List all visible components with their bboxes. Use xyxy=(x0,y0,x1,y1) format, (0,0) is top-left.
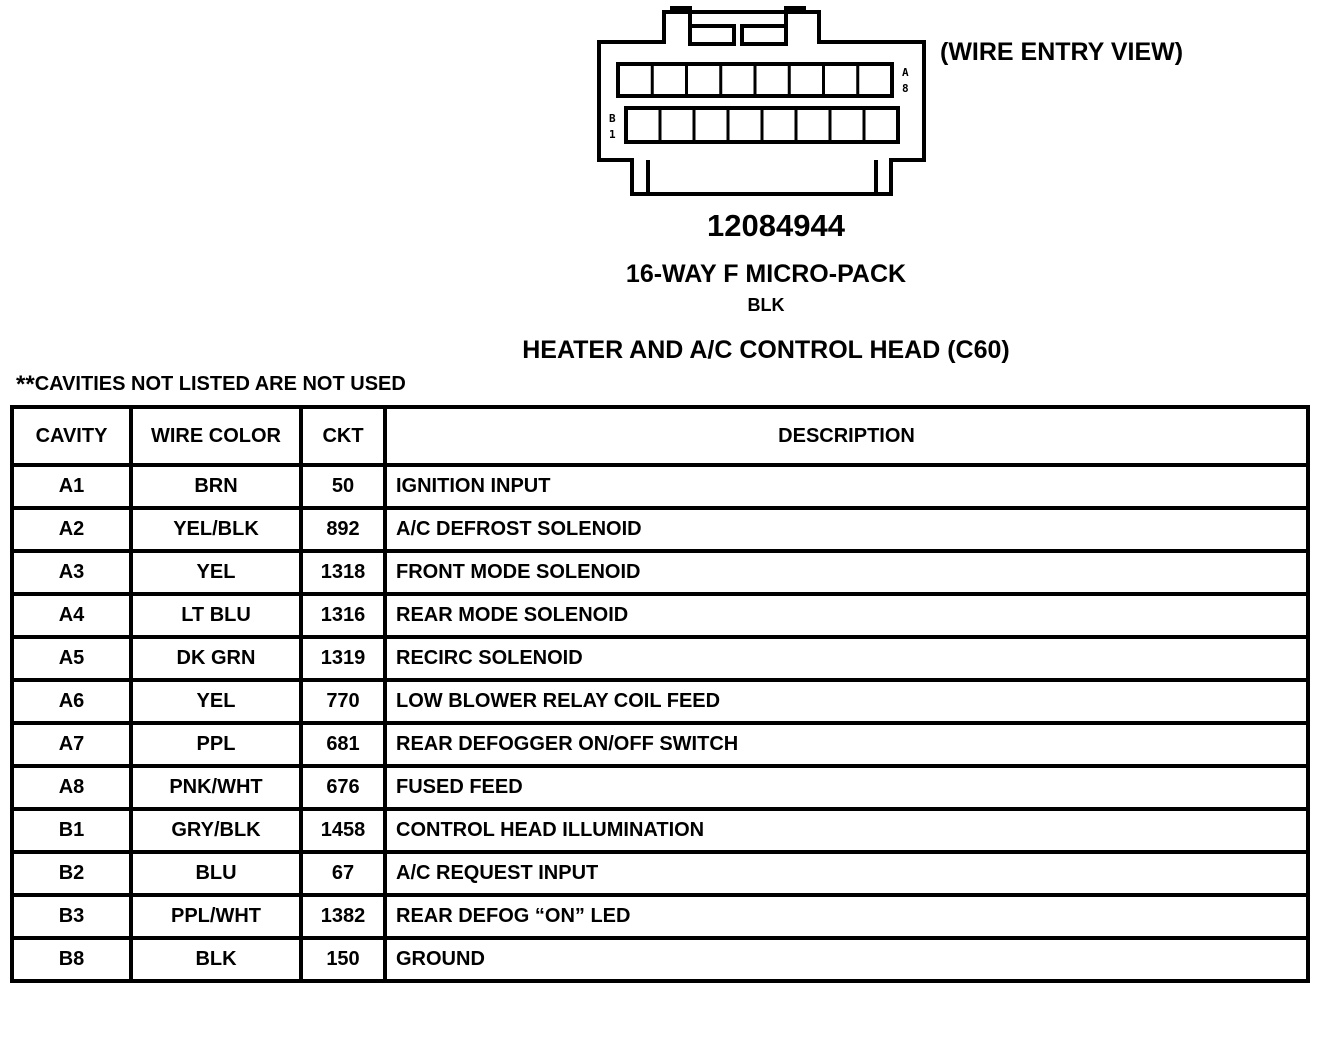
table-row xyxy=(12,637,1308,680)
cell-cavity: A1 xyxy=(12,465,131,508)
connector-face-drawing xyxy=(596,6,928,198)
cell-ckt: 1316 xyxy=(301,594,385,637)
table-row xyxy=(12,723,1308,766)
cell-cavity: A8 xyxy=(12,766,131,809)
table-row xyxy=(12,680,1308,723)
cell-description: FUSED FEED xyxy=(385,766,1308,809)
table-row xyxy=(12,465,1308,508)
cell-cavity: A2 xyxy=(12,508,131,551)
table-row xyxy=(12,594,1308,637)
cell-wire-color: BLU xyxy=(131,852,301,895)
cell-ckt: 50 xyxy=(301,465,385,508)
cell-cavity: B3 xyxy=(12,895,131,938)
cell-description: RECIRC SOLENOID xyxy=(385,637,1308,680)
cell-description: IGNITION INPUT xyxy=(385,465,1308,508)
cell-cavity: A7 xyxy=(12,723,131,766)
connector-type: 16-WAY F MICRO-PACK xyxy=(625,260,907,288)
row-b-start-label: B xyxy=(609,112,616,125)
cell-ckt: 892 xyxy=(301,508,385,551)
table-row xyxy=(12,852,1308,895)
cell-wire-color: PPL/WHT xyxy=(131,895,301,938)
cell-description: REAR DEFOGGER ON/OFF SWITCH xyxy=(385,723,1308,766)
cell-wire-color: PPL xyxy=(131,723,301,766)
connector-inner-lines xyxy=(648,160,876,192)
cell-description: A/C REQUEST INPUT xyxy=(385,852,1308,895)
connector-name: HEATER AND A/C CONTROL HEAD (C60) xyxy=(522,336,1010,364)
table-row xyxy=(12,766,1308,809)
cell-ckt: 1319 xyxy=(301,637,385,680)
cell-ckt: 770 xyxy=(301,680,385,723)
table-row xyxy=(12,895,1308,938)
cell-wire-color: YEL/BLK xyxy=(131,508,301,551)
header-cavity: CAVITY xyxy=(12,407,131,465)
cell-cavity: A6 xyxy=(12,680,131,723)
table-header-row xyxy=(12,407,1308,465)
header-wire-color: WIRE COLOR xyxy=(131,407,301,465)
cell-cavity: A3 xyxy=(12,551,131,594)
table-row xyxy=(12,508,1308,551)
cell-wire-color: GRY/BLK xyxy=(131,809,301,852)
cell-ckt: 67 xyxy=(301,852,385,895)
cell-wire-color: BLK xyxy=(131,938,301,981)
row-b-end-label: 1 xyxy=(609,128,616,141)
cell-description: LOW BLOWER RELAY COIL FEED xyxy=(385,680,1308,723)
row-a-end-label: 8 xyxy=(902,82,909,95)
cell-wire-color: BRN xyxy=(131,465,301,508)
cell-wire-color: PNK/WHT xyxy=(131,766,301,809)
cell-ckt: 676 xyxy=(301,766,385,809)
cell-ckt: 1458 xyxy=(301,809,385,852)
cell-wire-color: LT BLU xyxy=(131,594,301,637)
header-description: DESCRIPTION xyxy=(385,407,1308,465)
connector-part-number: 12084944 xyxy=(707,208,845,243)
cell-description: CONTROL HEAD ILLUMINATION xyxy=(385,809,1308,852)
cell-cavity: B2 xyxy=(12,852,131,895)
table-row xyxy=(12,938,1308,981)
cell-description: A/C DEFROST SOLENOID xyxy=(385,508,1308,551)
cell-ckt: 681 xyxy=(301,723,385,766)
cell-ckt: 1318 xyxy=(301,551,385,594)
cell-description: GROUND xyxy=(385,938,1308,981)
unused-cavities-note xyxy=(16,371,406,399)
cell-ckt: 150 xyxy=(301,938,385,981)
cell-wire-color: YEL xyxy=(131,551,301,594)
pinout-table xyxy=(10,405,1310,983)
wire-entry-view-label: (WIRE ENTRY VIEW) xyxy=(940,38,1184,66)
note-text: CAVITIES NOT LISTED ARE NOT USED xyxy=(34,373,406,395)
connector-color: BLK xyxy=(747,295,785,315)
row-a-start-label: A xyxy=(902,66,909,79)
cell-cavity: A4 xyxy=(12,594,131,637)
cell-wire-color: DK GRN xyxy=(131,637,301,680)
cell-ckt: 1382 xyxy=(301,895,385,938)
table-row xyxy=(12,551,1308,594)
cell-cavity: B8 xyxy=(12,938,131,981)
cell-description: FRONT MODE SOLENOID xyxy=(385,551,1308,594)
note-stars: ** xyxy=(16,371,35,398)
cell-cavity: B1 xyxy=(12,809,131,852)
header-ckt: CKT xyxy=(301,407,385,465)
cell-wire-color: YEL xyxy=(131,680,301,723)
cell-cavity: A5 xyxy=(12,637,131,680)
cell-description: REAR MODE SOLENOID xyxy=(385,594,1308,637)
cell-description: REAR DEFOG “ON” LED xyxy=(385,895,1308,938)
table-row xyxy=(12,809,1308,852)
